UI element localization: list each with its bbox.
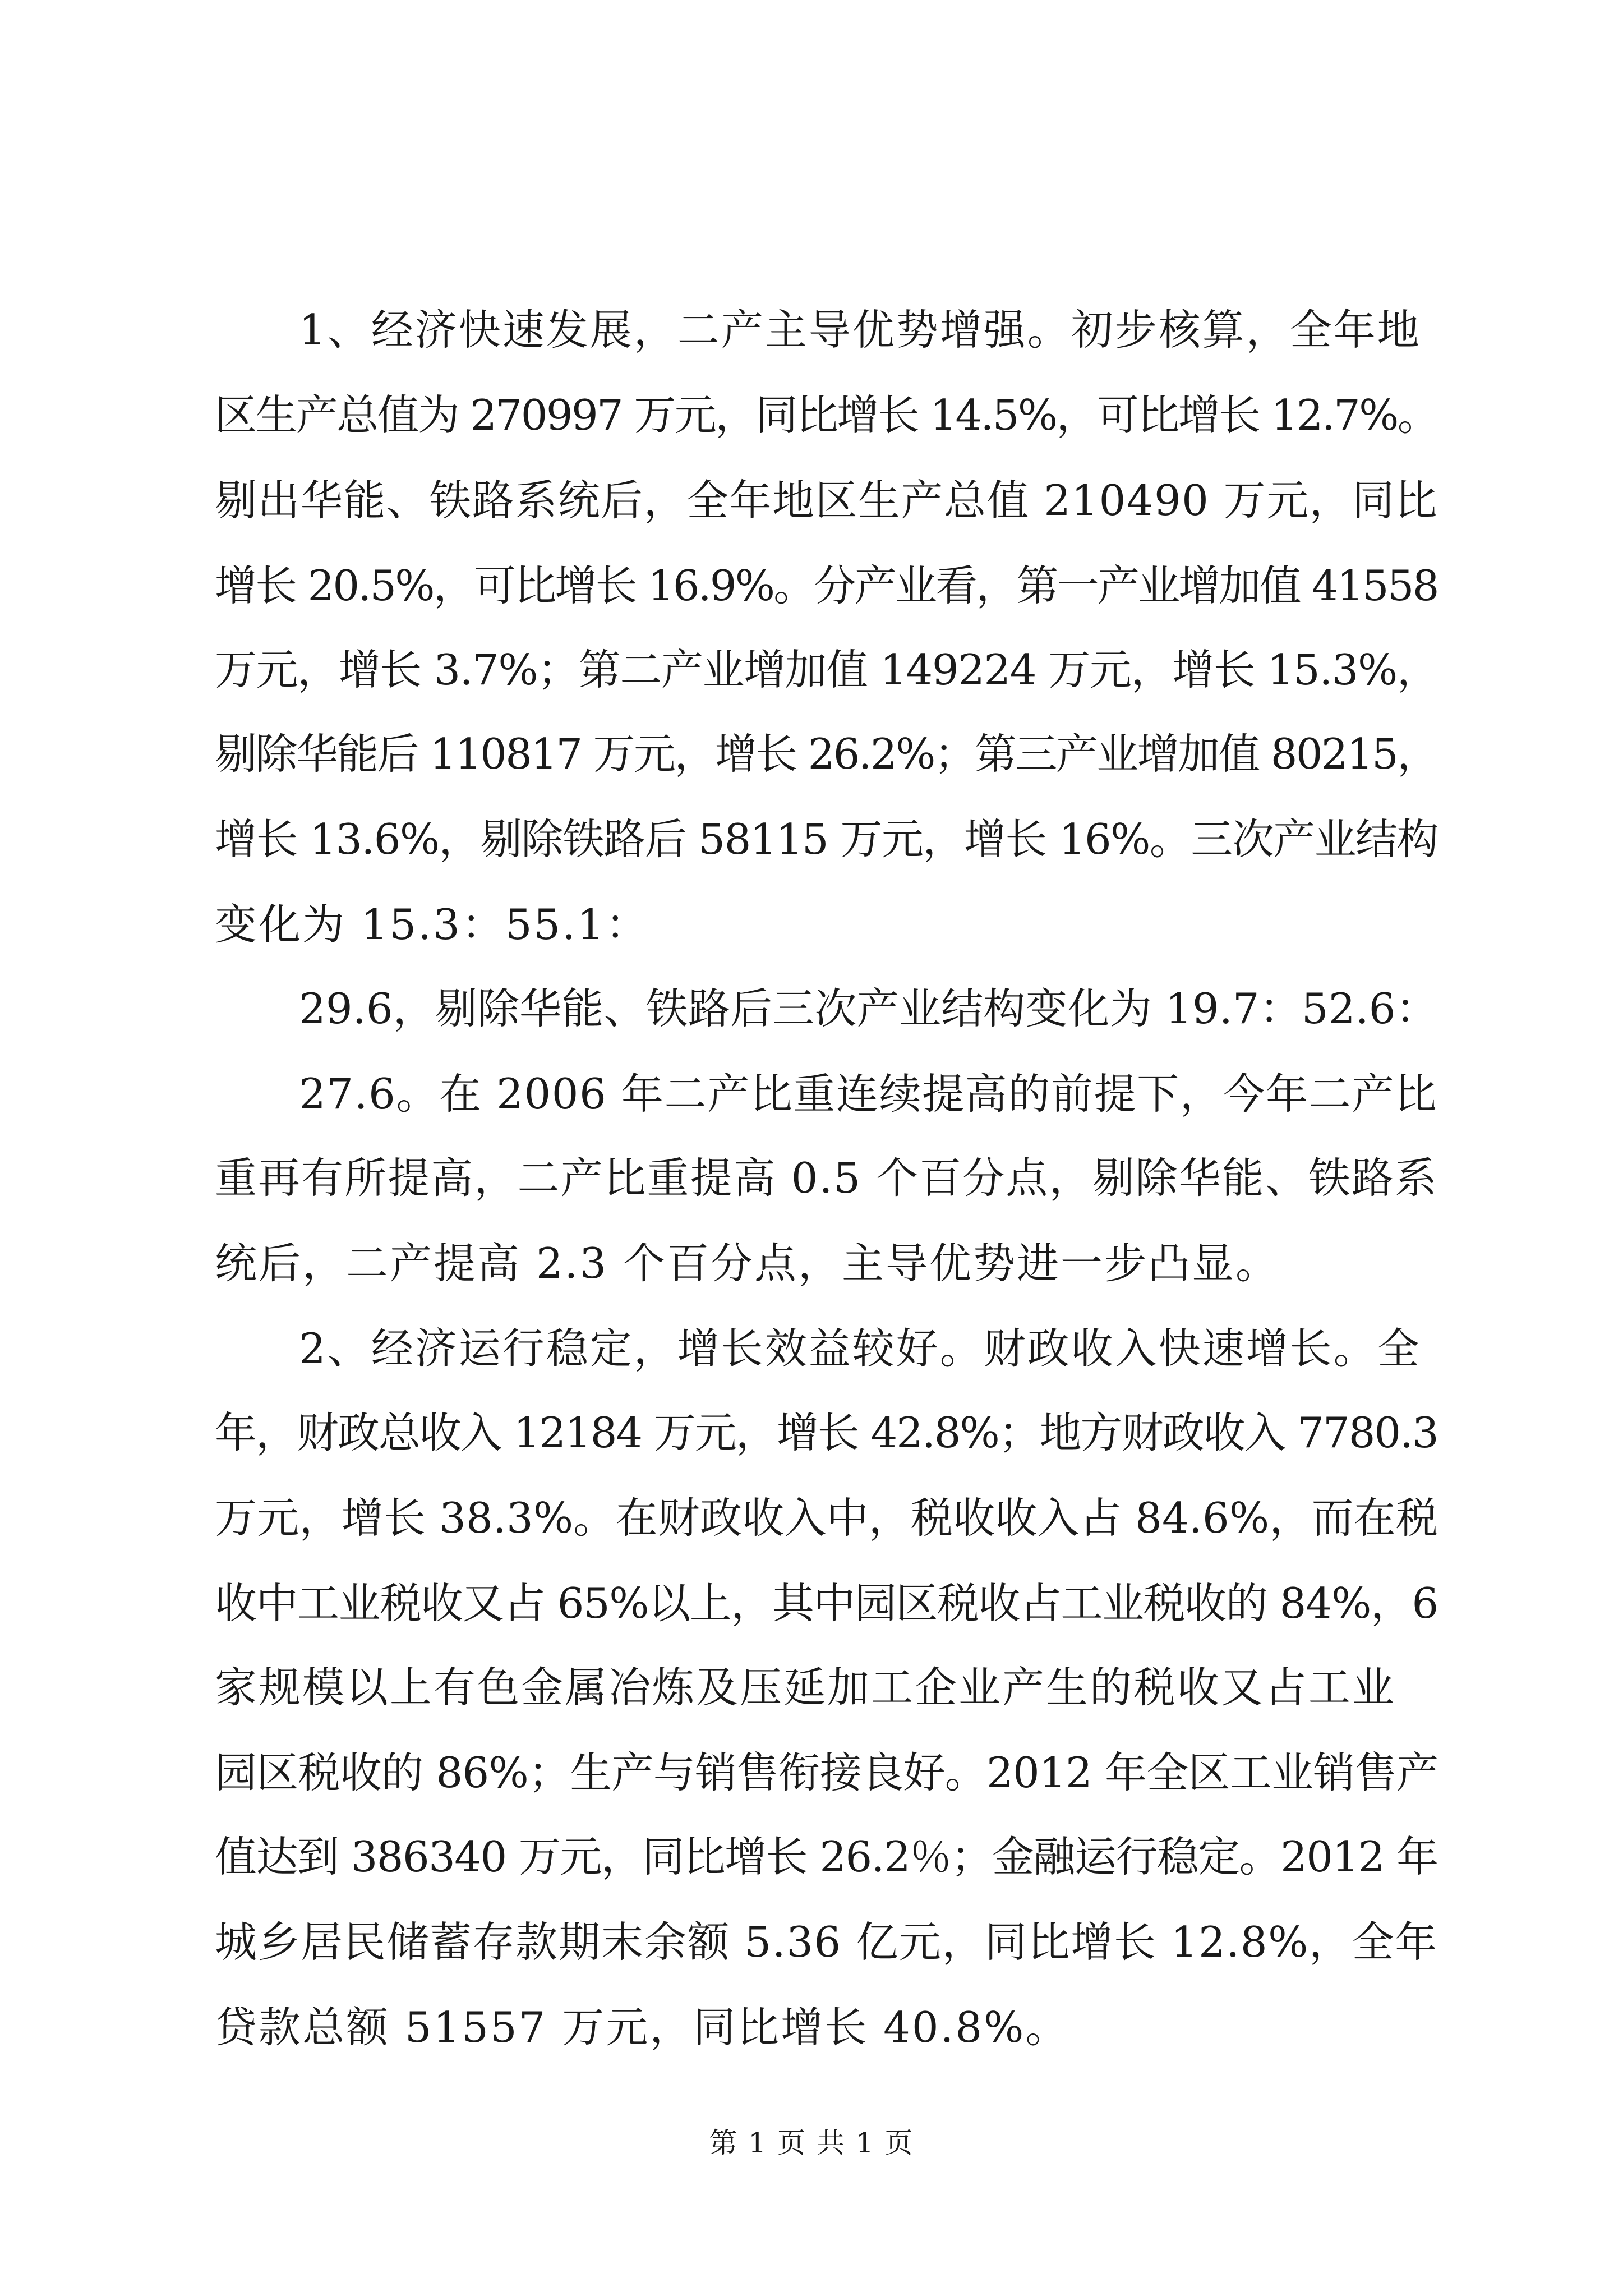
text-line: 剔除华能后 110817 万元，增长 26.2%；第三产业增加值 80215， <box>215 729 1438 779</box>
text-line: 重再有所提高，二产比重提高 0.5 个百分点，剔除华能、铁路系 <box>215 1153 1438 1203</box>
text-line: 万元，增长 3.7%；第二产业增加值 149224 万元，增长 15.3%， <box>215 645 1438 694</box>
text-line: 园区税收的 86%；生产与销售衔接良好。2012 年全区工业销售产 <box>215 1748 1438 1797</box>
text-line: 值达到 386340 万元，同比增长 26.2％；金融运行稳定。2012 年 <box>215 1832 1438 1881</box>
text-line: 年，财政总收入 12184 万元，增长 42.8%；地方财政收入 7780.3 <box>215 1408 1438 1457</box>
text-line: 区生产总值为 270997 万元，同比增长 14.5%，可比增长 12.7%。 <box>215 390 1438 440</box>
text-line: 收中工业税收又占 65%以上，其中园区税收占工业税收的 84%，6 <box>215 1579 1438 1628</box>
text-line: 29.6，剔除华能、铁路后三次产业结构变化为 19.7：52.6： <box>299 984 1438 1033</box>
text-line: 1、经济快速发展，二产主导优势增强。初步核算，全年地 <box>299 305 1421 355</box>
text-line: 剔出华能、铁路系统后，全年地区生产总值 210490 万元，同比 <box>215 476 1438 525</box>
text-line: 27.6。在 2006 年二产比重连续提高的前提下，今年二产比 <box>299 1069 1438 1119</box>
text-line: 变化为 15.3：55.1： <box>215 900 649 949</box>
text-line: 城乡居民储蓄存款期末余额 5.36 亿元，同比增长 12.8%，全年 <box>215 1917 1438 1967</box>
text-line: 万元，增长 38.3%。在财政收入中，税收收入占 84.6%，而在税 <box>215 1493 1438 1543</box>
page-footer: 第 1 页 共 1 页 <box>709 2127 914 2159</box>
text-line: 2、经济运行稳定，增长效益较好。财政收入快速增长。全 <box>299 1324 1421 1373</box>
text-line: 增长 13.6%，剔除铁路后 58115 万元，增长 16%。三次产业结构 <box>215 815 1438 864</box>
text-line: 贷款总额 51557 万元，同比增长 40.8%。 <box>215 2003 1069 2052</box>
text-line: 统后，二产提高 2.3 个百分点，主导优势进一步凸显。 <box>215 1239 1279 1288</box>
text-line: 增长 20.5%，可比增长 16.9%。分产业看，第一产业增加值 41558 <box>215 561 1438 610</box>
text-line: 家规模以上有色金属冶炼及压延加工企业产生的税收又占工业 <box>215 1663 1396 1712</box>
